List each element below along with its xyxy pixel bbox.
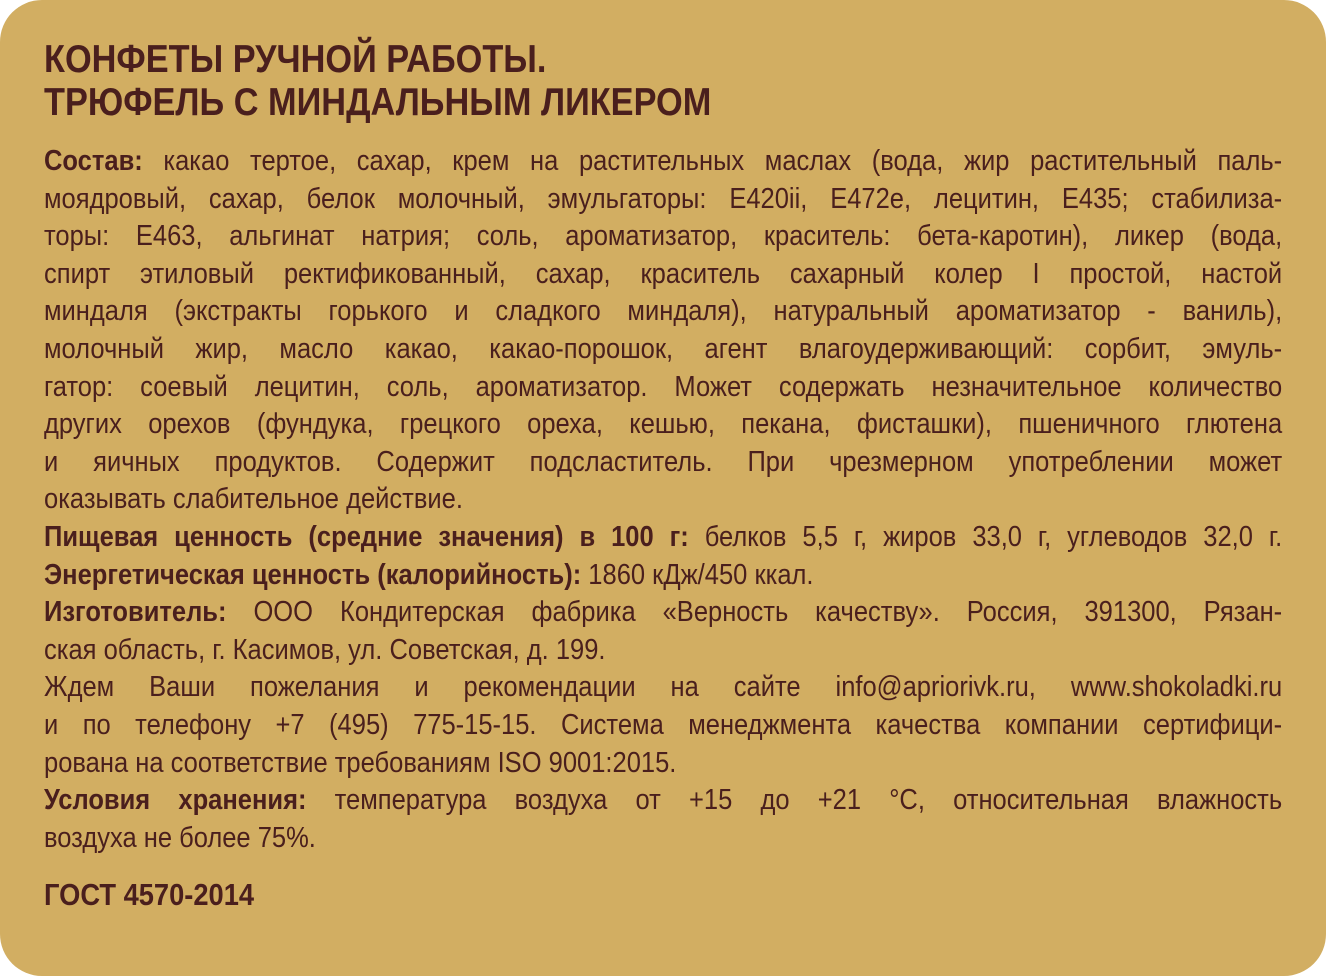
composition-lead: Состав: <box>44 145 143 177</box>
composition-line: моядровый, сахар, белок молочный, эмульгаторы: Е420ii, Е472е, лецитин, Е435; стабилиза- <box>44 182 1283 215</box>
product-title <box>44 38 1282 124</box>
label-body <box>44 143 1282 857</box>
manufacturer-lead: Изготовитель: <box>44 596 227 629</box>
manufacturer-line: ская область, г. Касимов, ул. Советская, д. 199. <box>44 633 606 666</box>
composition-line: Состав: какао тертое, сахар, крем на растительных маслах (вода, жир растительный паль- <box>44 145 1283 177</box>
composition-line: молочный жир, масло какао, какао-порошок, агент влагоудерживающий: сорбит, эмуль- <box>44 332 1283 365</box>
label-content <box>44 38 1282 915</box>
feedback-line: и по телефону +7 (495) 775-15-15. Система менеджмента качества компании сертифици- <box>44 708 1283 741</box>
feedback-line: Ждем Ваши пожелания и рекомендации на сайте info@apriorivk.ru, www.shokoladki.ru <box>44 671 1283 704</box>
composition-line: миндаля (экстракты горького и сладкого миндаля), натуральный ароматизатор - ваниль), <box>44 295 1283 328</box>
composition-line: оказывать слабительное действие. <box>44 483 463 516</box>
composition-line: и яичных продуктов. Содержит подсластитель. При чрезмерном употреблении может <box>44 445 1283 478</box>
product-title-line1: КОНФЕТЫ РУЧНОЙ РАБОТЫ. <box>44 38 547 81</box>
manufacturer-line: Изготовитель: ООО Кондитерская фабрика «Верность качеству». Россия, 391300, Рязан- <box>44 596 1283 629</box>
energy-lead: Энергетическая ценность (калорийность): <box>44 558 582 591</box>
product-title-line2: ТРЮФЕЛЬ С МИНДАЛЬНЫМ ЛИКЕРОМ <box>44 81 712 124</box>
storage-line: воздуха не более 75%. <box>44 821 316 854</box>
gost-standard: ГОСТ 4570-2014 <box>44 877 255 913</box>
nutrition-lead: Пищевая ценность (средние значения) в 100 г: <box>44 520 689 553</box>
energy-line: Энергетическая ценность (калорийность): 1860 кДж/450 ккал. <box>44 558 814 591</box>
storage-lead: Условия хранения: <box>44 784 307 817</box>
feedback-line: рована на соответствие требованиям ISO 9001:2015. <box>44 746 677 779</box>
composition-line: других орехов (фундука, грецкого ореха, кешью, пекана, фисташки), пшеничного глютена <box>44 408 1283 441</box>
storage-line: Условия хранения: температура воздуха от +15 до +21 °С, относительная влажность <box>44 784 1283 817</box>
composition-line: спирт этиловый ректификованный, сахар, краситель сахарный колер I простой, настой <box>44 257 1283 290</box>
composition-line: торы: Е463, альгинат натрия; соль, ароматизатор, краситель: бета-каротин), ликер (вода, <box>44 220 1283 253</box>
nutrition-line: Пищевая ценность (средние значения) в 100 г: белков 5,5 г, жиров 33,0 г, углеводов 32,0 г. <box>44 520 1283 553</box>
composition-line: гатор: соевый лецитин, соль, ароматизатор. Может содержать незначительное количество <box>44 370 1283 403</box>
